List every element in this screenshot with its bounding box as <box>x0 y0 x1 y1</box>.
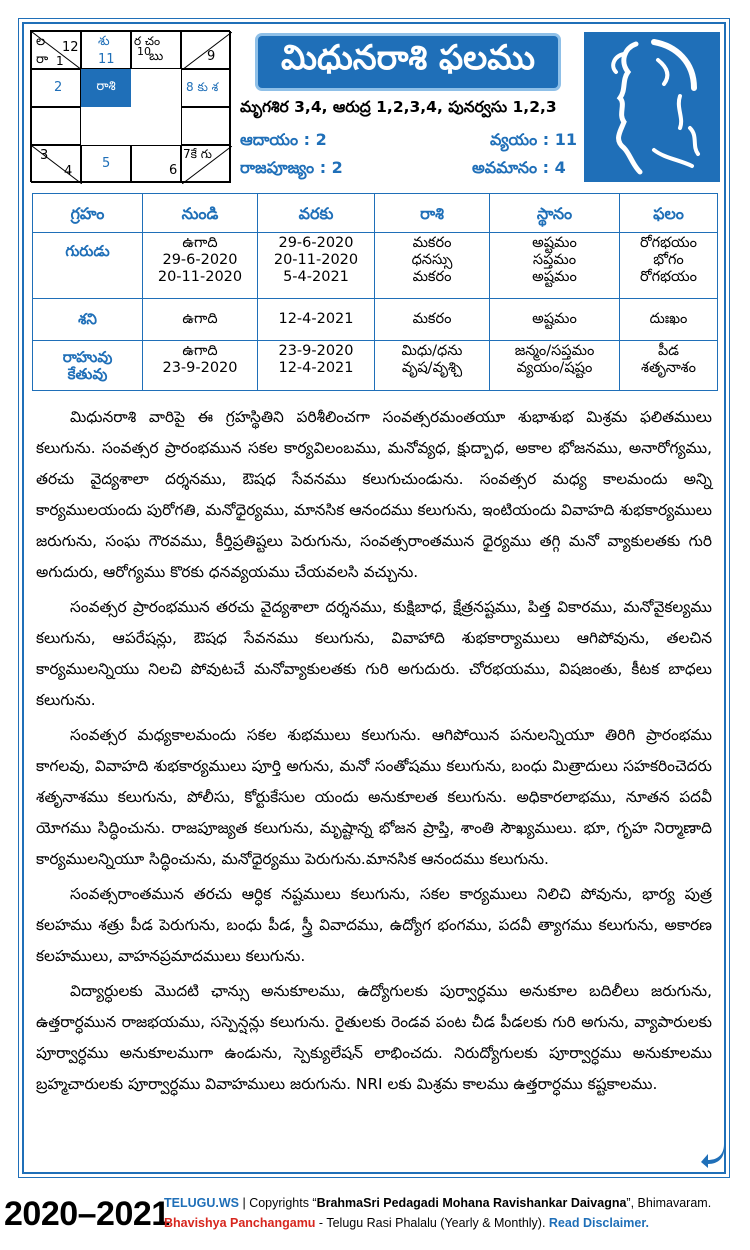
cell-line: ధనస్సు <box>411 252 453 268</box>
cell-line: 29-6-2020 <box>162 252 238 268</box>
cell-line: 23-9-2020 <box>278 343 354 359</box>
footer-site-link[interactable]: TELUGU.WS <box>164 1196 239 1210</box>
planet-name-line: కేతువు <box>67 364 108 383</box>
cell-line: వ్యయం/షష్టం <box>516 360 593 376</box>
cell-line: అష్టమం <box>532 235 577 251</box>
rasi-text: 10 <box>137 45 151 58</box>
footer-author: BrahmaSri Pedagadi Mohana Ravishankar Daivagna <box>316 1196 627 1210</box>
cell-line: మకరం <box>412 269 452 285</box>
table-cell: అష్టమం <box>490 299 620 341</box>
table-row <box>33 299 718 341</box>
adayam-stat: ఆదాయం : 2 <box>240 130 327 149</box>
header-rasi: రాశి <box>375 194 490 233</box>
rasi-text: 9 <box>207 49 216 64</box>
footer-book-title: Bhavishya Panchangamu <box>164 1216 316 1230</box>
rajapujyam-stat: రాజపూజ్యం : 2 <box>240 158 343 177</box>
rasi-cell-1 <box>31 31 81 69</box>
rasi-cell-8 <box>181 107 231 145</box>
table-cell <box>143 341 258 391</box>
header-sthanam: స్థానం <box>490 194 620 233</box>
cell-line: 29-6-2020 <box>278 235 354 251</box>
cell-line: సప్తమం <box>532 252 577 268</box>
table-row <box>33 341 718 391</box>
cell-line: 20-11-2020 <box>273 252 359 268</box>
cell-line: భోగం <box>653 252 684 268</box>
page-title: మిధునరాశి ఫలము <box>258 36 558 88</box>
rasi-cell-2 <box>81 31 131 69</box>
rasi-text: 4 <box>64 164 73 179</box>
header-varaku: వరకు <box>258 194 375 233</box>
footer-text: ”, Bhimavaram. <box>626 1196 712 1210</box>
table-cell <box>258 341 375 391</box>
footer-book <box>164 1216 649 1230</box>
rasi-text: 6 <box>169 163 178 178</box>
rasi-text: శు <box>98 34 110 49</box>
planet-name-line: రాహువు <box>62 347 113 366</box>
table-cell: 12-4-2021 <box>258 299 375 341</box>
table-cell <box>375 233 490 299</box>
header-phalam: ఫలం <box>620 194 718 233</box>
rasi-chart <box>30 30 230 182</box>
vyayam-stat: వ్యయం : 11 <box>490 130 578 149</box>
cell-line: జన్మం/సప్తమం <box>514 343 595 359</box>
rasi-cell-10 <box>81 145 131 183</box>
table-cell <box>490 233 620 299</box>
rasi-text: 11 <box>98 52 115 67</box>
cell-line: రోగభయం <box>640 269 697 285</box>
cell-line: అష్టమం <box>532 269 577 285</box>
paragraph-groups: విద్యార్ధులకు మొదటి ఛాన్సు అనుకూలము, ఉద్యోగులకు పుర్వార్ధము అనుకూల బదిలీలు జరుగును, ఉత్తరార్ధమున రాజభయము, సస్పెన్షన్లు కలుగును. రైతులకు రెండవ పంట చీడ పీడలకు గురి అగును, వ్యాపారులకు పూర్వార్ధము అనుకూలముగా ఉండును, స్పెక్యులేషన్ లాభించదు. నిరుద్యోగులకు పూర్వార్ధము అనుకూలము బ్రహ్మచారులకు పూర్వార్ధము వివాహములు జరుగును. NRI లకు మిశ్రమ కాలము ఉత్తరార్ధము కష్టకాలము. <box>36 982 712 1093</box>
header-graham: గ్రహం <box>33 194 143 233</box>
paragraph-general: మిధునరాశి వారిపై ఈ గ్రహస్థితిని పరిశీలించగా సంవత్సరమంతయూ శుభాశుభ మిశ్రమ ఫలితములు కలుగును. సంవత్సర ప్రారంభమున సకల కార్యవిలంబము, మనోవ్యధ, క్షుద్బాధ, అకాల భోజనము, అనారోగ్యము, తరచు వైద్యశాలా దర్శనము, ఔషధ సేవనము కలుగుచుండును. సంవత్సర మధ్య కాలమందు అన్ని కార్యములయందు పురోగతి, మనోధైర్యము, మానసిక ఆనందము కలుగును, ఇంటియందు వివాహది శుభకార్యములు జరుగును, సంఘ గౌరవము, కీర్తిప్రతిష్టలు పెరుగును, సంవత్సరాంతమున ధైర్యము తగ్గి మనో వ్యాకులతకు గురి అగుదురు, ఆరోగ్యము కొరకు ధనవ్యయము చేయవలసి వచ్చును. <box>36 408 712 581</box>
rasi-text: 2 <box>54 80 63 95</box>
table-cell: ఉగాది <box>143 299 258 341</box>
rasi-text: బు <box>149 49 164 64</box>
cell-line: ఉగాది <box>182 343 218 359</box>
planet-name: గురుడు <box>33 233 143 299</box>
cell-line: శతృనాశం <box>641 360 696 376</box>
rasi-text: ల <box>36 34 46 49</box>
cell-line: ఉగాది <box>182 235 218 251</box>
rasi-cell-6 <box>181 69 231 107</box>
back-arrow-icon[interactable] <box>700 1140 728 1168</box>
table-cell <box>490 341 620 391</box>
table-cell <box>620 341 718 391</box>
cell-line: 12-4-2021 <box>278 360 354 376</box>
rasi-cell-7 <box>31 107 81 145</box>
disclaimer-link[interactable]: Read Disclaimer. <box>548 1216 649 1230</box>
table-cell: మకరం <box>375 299 490 341</box>
table-cell <box>620 233 718 299</box>
rasi-center-label: రాశి <box>81 69 131 107</box>
table-cell <box>258 233 375 299</box>
prediction-body <box>36 402 712 1104</box>
rasi-cell-9 <box>31 145 81 183</box>
cell-line: 5-4-2021 <box>283 269 349 285</box>
header-nundi: నుండి <box>143 194 258 233</box>
rasi-text: 5 <box>102 156 111 171</box>
table-header-row <box>33 194 718 233</box>
footer-text: | Copyrights “ <box>239 1196 317 1210</box>
rasi-text: 12 <box>62 40 79 55</box>
paragraph-middle: సంవత్సర మధ్యకాలమందు సకల శుభములు కలుగును. ఆగిపోయిన పనులన్నియూ తిరిగి ప్రారంభము కాగలవు, వివాహది శుభకార్యములు పూర్తి అగును, మనో సంతోషము కలుగును, బంధు మిత్రాదులు సహకరించెదరు శతృనాశము కలుగును, పోలీసు, కోర్టుకేసుల యందు అనుకూలత కలుగును. అధికారలాభము, నూతన పదవీ యోగము సిద్ధించును. రాజపూజ్యత కలుగును, మృష్టాన్న భోజన ప్రాప్తి, శాంతి సౌఖ్యములు. భూ, గృహ నిర్మాణాది కార్యములన్నియూ సిద్ధించును, మనోధైర్యము పెరుగును.మానసిక ఆనందము కలుగును. <box>36 726 712 868</box>
planet-table <box>32 193 718 391</box>
planet-name: శని <box>33 299 143 341</box>
table-cell <box>143 233 258 299</box>
rasi-text: ర చం <box>134 34 161 48</box>
cell-line: మకరం <box>412 235 452 251</box>
planet-name <box>33 341 143 391</box>
rasi-text: 7కే గు <box>183 147 212 161</box>
table-cell: దుఃఖం <box>620 299 718 341</box>
cell-line: 20-11-2020 <box>157 269 243 285</box>
cell-line: 23-9-2020 <box>162 360 238 376</box>
rasi-text: 3 <box>40 148 49 163</box>
footer-year: 2020–2021 <box>4 1195 170 1233</box>
cell-line: రోగభయం <box>640 235 697 251</box>
rasi-text: 8 కు శ <box>186 80 219 94</box>
paragraph-end: సంవత్సరాంతమున తరచు ఆర్ధిక నష్టములు కలుగును, సకల కార్యములు నిలిచి పోవును, భార్య పుత్ర కలహము శత్రు పీడ పెరుగును, బంధు పీడ, స్త్రీ వివాదము, ఉద్యోగ భంగము, పదవీ త్యాగము కలుగును, అకారణ కలహములు, వాహనప్రమాదములు కలుగును. <box>36 885 712 965</box>
footer-copyright <box>164 1196 711 1210</box>
nakshatra-line: మృగశిర 3,4, ఆరుద్ర 1,2,3,4, పునర్వసు 1,2,3 <box>240 98 557 116</box>
rasi-cell-5 <box>31 69 81 107</box>
rasi-cell-4 <box>181 31 231 69</box>
table-cell <box>375 341 490 391</box>
footer-desc: - Telugu Rasi Phalalu (Yearly & Monthly). <box>315 1216 549 1230</box>
cell-line: మిధు/ధను <box>401 343 463 359</box>
avamanam-stat: అవమానం : 4 <box>472 158 566 177</box>
rasi-text: రా <box>36 52 49 67</box>
paragraph-start: సంవత్సర ప్రారంభమున తరచు వైద్యశాలా దర్శనము, కుక్షిబాధ, క్షేత్రనష్టము, పిత్త వికారము, మనోవైకల్యము కలుగును, ఆపరేషన్లు, ఔషధ సేవనము కలుగును, వివాహాది శుభకార్యాములు ఆగిపోవును, తలచిన కార్యములన్నియు నిలచి పోవుటచే మనోవ్యాకులతకు గురి అగుదురు. చోరభయము, విషజంతు, కీటక బాధలు కలుగును. <box>36 598 712 709</box>
cell-line: వృష/వృశ్చి <box>401 360 463 376</box>
rasi-text: 1 <box>56 54 64 68</box>
cell-line: పీడ <box>657 343 680 359</box>
gemini-emblem-icon <box>584 32 720 182</box>
table-row <box>33 233 718 299</box>
